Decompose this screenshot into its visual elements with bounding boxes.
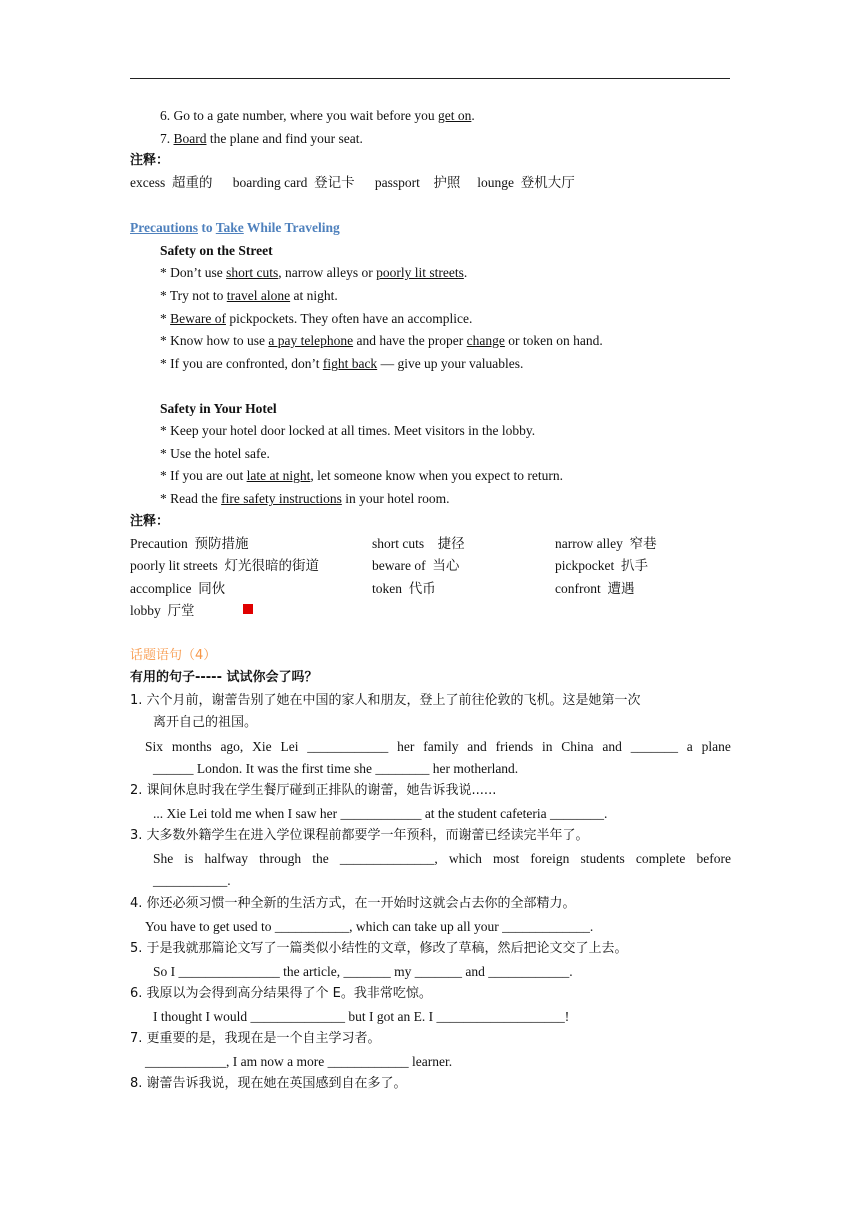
hotel-heading: Safety in Your Hotel bbox=[160, 401, 277, 416]
word: and bbox=[467, 739, 487, 754]
glossary-term: accomplice 同伙 bbox=[130, 581, 226, 596]
word: and bbox=[602, 739, 622, 754]
q7-english: ____________, I am now a more ____________ learner. bbox=[145, 1054, 453, 1069]
word: in bbox=[541, 739, 553, 754]
word: most bbox=[493, 851, 520, 866]
word: students bbox=[580, 851, 625, 866]
word: ______________, bbox=[339, 851, 438, 866]
glossary-term: pickpocket 扒手 bbox=[555, 558, 648, 573]
word: halfway bbox=[204, 851, 248, 866]
glossary-term: token 代币 bbox=[372, 581, 436, 596]
street-tip-4: * Know how to use a pay telephone and have the proper change or token on hand. bbox=[160, 333, 603, 348]
street-tip-2: * Try not to travel alone at night. bbox=[160, 288, 338, 303]
glossary-term: narrow alley 窄巷 bbox=[555, 536, 657, 551]
word: Lei bbox=[280, 739, 299, 754]
glossary-term: confront 遭遇 bbox=[555, 581, 635, 596]
word: months bbox=[171, 739, 212, 754]
glossary-term: Precaution 预防措施 bbox=[130, 536, 249, 551]
section-title: Precautions to Take While Traveling bbox=[130, 220, 340, 235]
q7-chinese: 7. 更重要的是，我现在是一个自主学习者。 bbox=[130, 1031, 381, 1046]
q6-chinese: 6. 我原以为会得到高分结果得了个 E。我非常吃惊。 bbox=[130, 986, 432, 1001]
word: Six bbox=[145, 739, 164, 754]
q3-english-cont: ___________. bbox=[153, 873, 231, 888]
glossary-term: lobby 厅堂 bbox=[130, 603, 195, 618]
word: her bbox=[397, 739, 415, 754]
q2-english: ... Xie Lei told me when I saw her ____________ at the student cafeteria ________. bbox=[153, 806, 608, 821]
hotel-tip-3: * If you are out late at night, let someone know when you expect to return. bbox=[160, 468, 564, 483]
q1-chinese: 1. 六个月前，谢蕾告别了她在中国的家人和朋友，登上了前往伦敦的飞机。这是她第一次 bbox=[130, 693, 641, 708]
street-tip-1: * Don’t use short cuts, narrow alleys or poorly lit streets. bbox=[160, 265, 468, 280]
q3-english bbox=[153, 850, 731, 868]
word: She bbox=[153, 851, 174, 866]
red-square-marker bbox=[243, 604, 253, 614]
q3-chinese: 3. 大多数外籍学生在进入学位课程前都要学一年预科，而谢蕾已经读完半年了。 bbox=[130, 828, 589, 843]
word: ____________ bbox=[307, 739, 389, 754]
q1-english-cont: ______ London. It was the first time she ________ her motherland. bbox=[153, 761, 519, 776]
notes-label: 注释： bbox=[130, 153, 170, 168]
q6-english: I thought I would ______________ but I got an E. I ___________________! bbox=[153, 1009, 570, 1024]
q8-chinese: 8. 谢蕾告诉我说，现在她在英国感到自在多了。 bbox=[130, 1076, 407, 1091]
topic-subheading: 有用的句子----- 试试你会了吗？ bbox=[130, 670, 318, 685]
q1-chinese-cont: 离开自己的祖国。 bbox=[153, 715, 258, 730]
word: friends bbox=[495, 739, 534, 754]
glossary-term: short cuts 捷径 bbox=[372, 536, 465, 551]
street-heading: Safety on the Street bbox=[160, 243, 273, 258]
q2-chinese: 2. 课间休息时我在学生餐厅碰到正排队的谢蕾，她告诉我说...... bbox=[130, 783, 497, 798]
q4-chinese: 4. 你还必须习惯一种全新的生活方式，在一开始时这就会占去你的全部精力。 bbox=[130, 896, 576, 911]
step-7: 7. Board the plane and find your seat. bbox=[160, 131, 363, 146]
hotel-tip-1: * Keep your hotel door locked at all times. Meet visitors in the lobby. bbox=[160, 423, 536, 438]
notes-line: excess 超重的 boarding card 登记卡 passport 护照 lounge 登机大厅 bbox=[130, 175, 575, 190]
q5-chinese: 5. 于是我就那篇论文写了一篇类似小结性的文章，修改了草稿，然后把论文交了上去。 bbox=[130, 941, 628, 956]
word: the bbox=[312, 851, 329, 866]
glossary-term: poorly lit streets 灯光很暗的街道 bbox=[130, 558, 319, 573]
word: which bbox=[448, 851, 482, 866]
word: family bbox=[423, 739, 459, 754]
street-tip-3: * Beware of pickpockets. They often have an accomplice. bbox=[160, 311, 473, 326]
q5-english: So I _______________ the article, _______ my _______ and ____________. bbox=[153, 964, 573, 979]
word: through bbox=[259, 851, 302, 866]
q1-english bbox=[145, 738, 731, 756]
word: _______ bbox=[630, 739, 678, 754]
header-rule bbox=[130, 78, 730, 79]
hotel-tip-4: * Read the fire safety instructions in your hotel room. bbox=[160, 491, 450, 506]
glossary-term: beware of 当心 bbox=[372, 558, 460, 573]
word: is bbox=[184, 851, 194, 866]
notes-label-2: 注释： bbox=[130, 514, 170, 529]
street-tip-5: * If you are confronted, don’t fight back — give up your valuables. bbox=[160, 356, 524, 371]
word: foreign bbox=[530, 851, 570, 866]
word: complete bbox=[635, 851, 686, 866]
word: ago, bbox=[220, 739, 244, 754]
step-6: 6. Go to a gate number, where you wait before you get on. bbox=[160, 108, 475, 123]
word: a bbox=[686, 739, 693, 754]
word: Xie bbox=[252, 739, 272, 754]
q4-english: You have to get used to ___________, which can take up all your _____________. bbox=[145, 919, 594, 934]
topic-heading: 话题语句（4） bbox=[130, 648, 217, 663]
word: plane bbox=[701, 739, 731, 754]
hotel-tip-2: * Use the hotel safe. bbox=[160, 446, 270, 461]
word: China bbox=[561, 739, 594, 754]
word: before bbox=[696, 851, 731, 866]
